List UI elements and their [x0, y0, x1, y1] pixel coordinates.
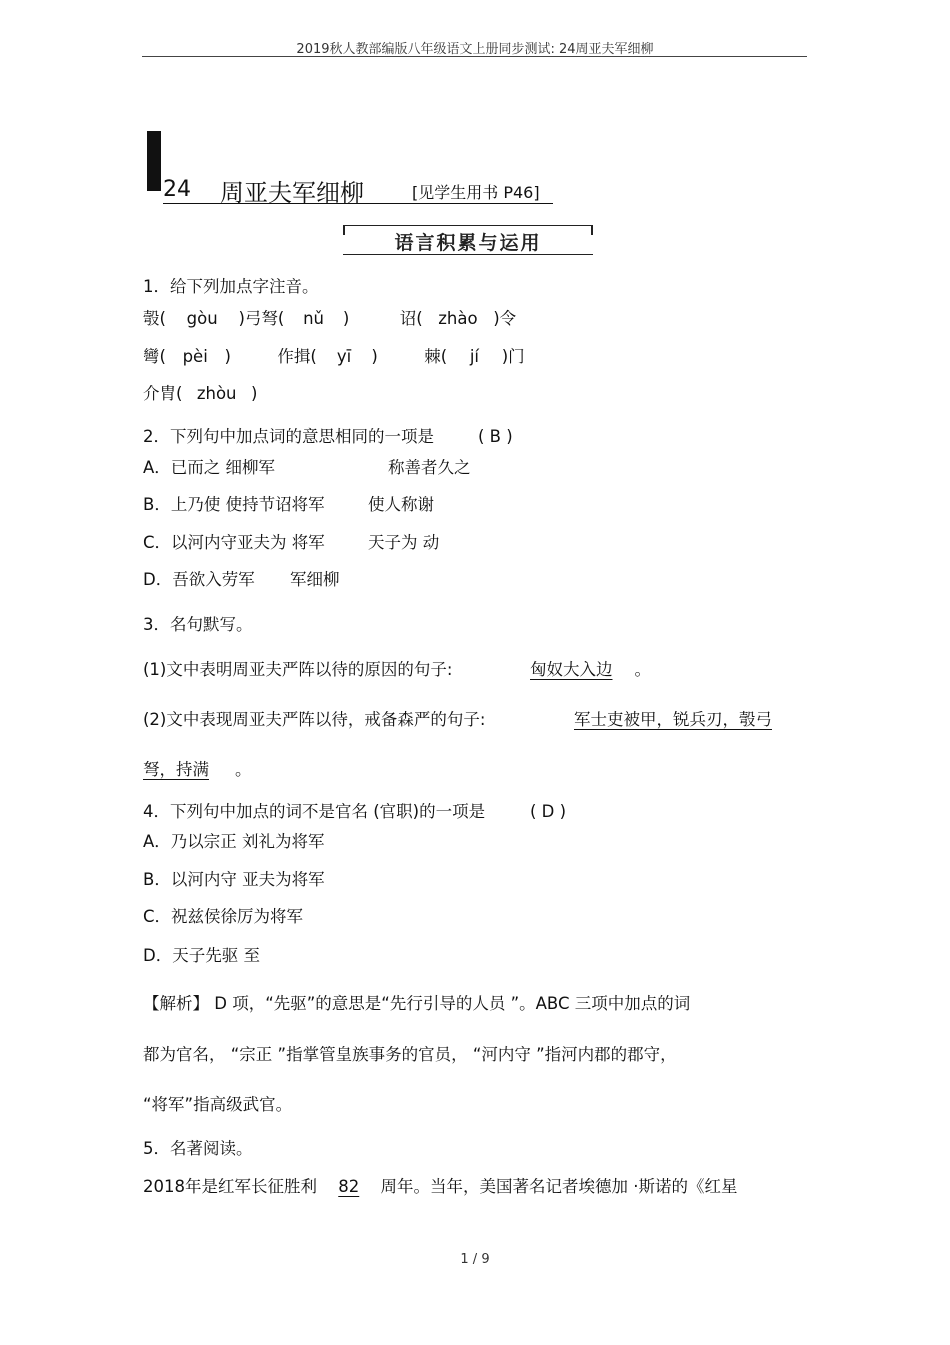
q1-answer: yī: [336, 347, 352, 366]
q2-option-b: B．上乃使 使持节诏将军: [143, 495, 325, 514]
q4-option-b: B．以河内守 亚夫为将军: [143, 870, 325, 889]
q1-answer: gòu: [186, 309, 218, 328]
q3-answer-2b: 弩，持满 。: [143, 760, 252, 779]
q2-option-c-second: 天子为 动: [368, 533, 440, 552]
q5-line-1: 2018年是红军长征胜利 82 周年。当年，美国著名记者埃德加 ·斯诺的《红星: [143, 1177, 738, 1196]
title-underline: [163, 203, 553, 204]
q1-answer: zhòu: [196, 384, 237, 403]
book-reference: [见学生用书 P46]: [412, 183, 540, 202]
q1-answer: nǔ: [303, 309, 325, 328]
q4-answer: ( D ): [530, 802, 567, 821]
q5-stem: 5．名著阅读。: [143, 1139, 253, 1158]
header-rule: [142, 56, 807, 57]
q2-option-b-second: 使人称谢: [368, 495, 434, 514]
q3-prompt-1: (1)文中表明周亚夫严阵以待的原因的句子:: [143, 660, 453, 679]
q1-row2: 彎( pèi ) 作揖( yī ) 棘( jí )门: [143, 347, 525, 366]
page-header: 2019秋人教部编版八年级语文上册同步测试: 24周亚夫军细柳: [296, 42, 654, 57]
q1-row1: 彀( gòu )弓弩( nǔ ) 诏( zhào )令: [143, 309, 517, 328]
q3-answer-2a: 军士吏被甲，锐兵刃，彀弓: [574, 710, 772, 729]
q1-row3: 介胄( zhòu ): [143, 384, 258, 403]
q4-stem: 4．下列句中加点的词不是官名 (官职)的一项是: [143, 802, 486, 821]
q1-stem: 1．给下列加点字注音。: [143, 277, 319, 296]
title-marker-bar: [147, 131, 161, 191]
q2-option-d: D．吾欲入劳军: [143, 570, 255, 589]
q1-answer: jí: [469, 347, 480, 366]
q4-option-a: A．乃以宗正 刘礼为将军: [143, 832, 325, 851]
q2-stem: 2．下列句中加点词的意思相同的一项是: [143, 427, 434, 446]
q1-answer: zhào: [438, 309, 478, 328]
q2-option-d-second: 军细柳: [290, 570, 340, 589]
q2-option-a-second: 称善者久之: [388, 458, 471, 477]
q4-analysis-line-1: 【解析】 D 项，“先驱”的意思是“先行引导的人员 ”。ABC 三项中加点的词: [143, 994, 691, 1013]
lesson-number: 24: [163, 177, 191, 202]
q3-stem: 3．名句默写。: [143, 615, 253, 634]
page-number: 1 / 9: [460, 1252, 490, 1267]
lesson-title: 周亚夫军细柳: [220, 179, 364, 207]
q5-answer: 82: [338, 1177, 360, 1196]
q2-answer: ( B ): [478, 427, 513, 446]
section-banner-title: 语言积累与运用: [394, 232, 542, 254]
q2-option-c: C．以河内守亚夫为 将军: [143, 533, 325, 552]
q1-answer: pèi: [182, 347, 208, 366]
q4-analysis-line-2: 都为官名， “宗正 ”指掌管皇族事务的官员， “河内守 ”指河内郡的郡守，: [143, 1045, 677, 1064]
q4-option-c: C．祝兹侯徐厉为将军: [143, 907, 304, 926]
q3-prompt-2: (2)文中表现周亚夫严阵以待，戒备森严的句子:: [143, 710, 486, 729]
q4-option-d: D．天子先驱 至: [143, 946, 260, 965]
q4-analysis-line-3: “将军”指高级武官。: [143, 1095, 293, 1114]
q3-answer-1: 匈奴大入边 。: [530, 660, 651, 679]
q2-option-a: A．已而之 细柳军: [143, 458, 276, 477]
